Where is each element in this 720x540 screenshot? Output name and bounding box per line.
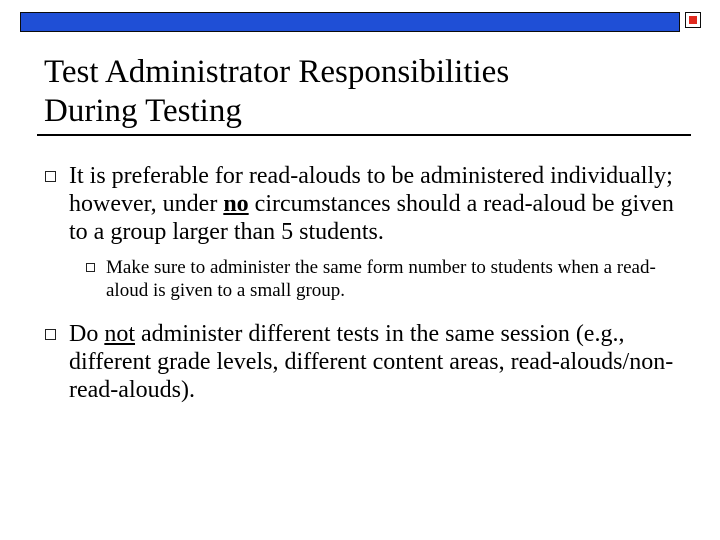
bullet-2-text-start: Do — [69, 321, 105, 347]
bullet-item-1 — [44, 162, 694, 246]
title-underline — [37, 134, 691, 136]
hollow-square-bullet-icon — [86, 263, 95, 272]
bullet-1-text-end: circumstances should a read-aloud be given to a group larger than 5 students. — [69, 191, 674, 245]
slide-title — [44, 53, 690, 131]
slide-body — [44, 162, 694, 404]
hollow-square-bullet-icon — [45, 171, 56, 182]
blue-bar — [20, 12, 680, 32]
sub-bullet-1-text: Make sure to administer the same form number to students when a read-aloud is given to a small group. — [106, 257, 656, 301]
hollow-square-bullet-icon — [45, 329, 56, 340]
sub-bullet-item-1 — [44, 256, 694, 302]
bullet-item-2 — [44, 320, 694, 404]
bullet-2-emphasis: not — [104, 321, 136, 347]
title-line-1: Test Administrator Responsibilities — [44, 54, 510, 90]
bullet-1-emphasis: no — [223, 191, 249, 217]
bullet-2-text-end: administer different tests in the same session (e.g., different grade levels, different content areas, read-alouds/non-read-alouds). — [69, 321, 674, 403]
title-line-2: During Testing — [44, 93, 242, 129]
bullet-1-text-start: It is preferable for read-alouds to be administered individually; however, under — [69, 163, 673, 217]
red-square-icon — [689, 16, 697, 24]
